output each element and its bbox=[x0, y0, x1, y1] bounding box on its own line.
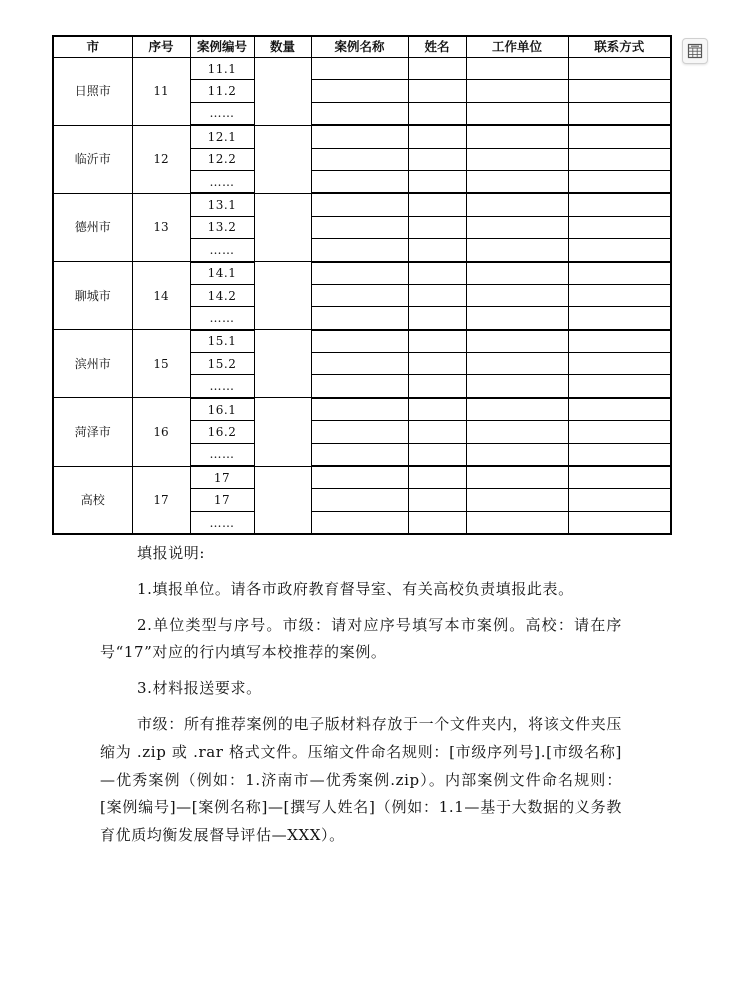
case-name-cell[interactable] bbox=[311, 80, 408, 102]
person-name-cell[interactable] bbox=[408, 216, 466, 238]
case-code-cell: 17 bbox=[190, 466, 254, 489]
work-unit-cell[interactable] bbox=[466, 284, 568, 306]
work-unit-cell[interactable] bbox=[466, 125, 568, 148]
case-code-cell: 16.1 bbox=[190, 398, 254, 421]
person-name-cell[interactable] bbox=[408, 170, 466, 193]
case-name-cell[interactable] bbox=[311, 284, 408, 306]
person-name-cell[interactable] bbox=[408, 466, 466, 489]
header-quantity: 数量 bbox=[254, 36, 311, 58]
case-code-cell: …… bbox=[190, 239, 254, 262]
quantity-cell[interactable] bbox=[254, 398, 311, 466]
case-code-cell: 13.1 bbox=[190, 193, 254, 216]
person-name-cell[interactable] bbox=[408, 284, 466, 306]
seq-cell: 11 bbox=[132, 58, 190, 126]
person-name-cell[interactable] bbox=[408, 421, 466, 443]
case-code-cell: 15.2 bbox=[190, 353, 254, 375]
header-contact: 联系方式 bbox=[568, 36, 671, 58]
case-code-cell: 14.1 bbox=[190, 262, 254, 285]
contact-cell[interactable] bbox=[568, 193, 671, 216]
quantity-cell[interactable] bbox=[254, 262, 311, 330]
contact-cell[interactable] bbox=[568, 102, 671, 125]
work-unit-cell[interactable] bbox=[466, 216, 568, 238]
quantity-cell[interactable] bbox=[254, 466, 311, 534]
table-row bbox=[53, 466, 671, 489]
work-unit-cell[interactable] bbox=[466, 353, 568, 375]
case-code-cell: 15.1 bbox=[190, 330, 254, 353]
person-name-cell[interactable] bbox=[408, 102, 466, 125]
calculator-icon-glyph bbox=[687, 43, 703, 59]
work-unit-cell[interactable] bbox=[466, 466, 568, 489]
work-unit-cell[interactable] bbox=[466, 262, 568, 285]
contact-cell[interactable] bbox=[568, 443, 671, 466]
notes-item-3: 3.材料报送要求。 bbox=[137, 679, 262, 698]
notes-item-1: 1.填报单位。请各市政府教育督导室、有关高校负责填报此表。 bbox=[137, 579, 574, 598]
work-unit-cell[interactable] bbox=[466, 170, 568, 193]
city-cell: 临沂市 bbox=[53, 125, 132, 193]
case-code-cell: 12.1 bbox=[190, 125, 254, 148]
seq-cell: 12 bbox=[132, 125, 190, 193]
case-code-cell: 14.2 bbox=[190, 284, 254, 306]
case-name-cell[interactable] bbox=[311, 398, 408, 421]
work-unit-cell[interactable] bbox=[466, 58, 568, 80]
table-row bbox=[53, 193, 671, 216]
person-name-cell[interactable] bbox=[408, 239, 466, 262]
case-name-cell[interactable] bbox=[311, 375, 408, 398]
case-name-cell[interactable] bbox=[311, 193, 408, 216]
person-name-cell[interactable] bbox=[408, 58, 466, 80]
contact-cell[interactable] bbox=[568, 466, 671, 489]
case-name-cell[interactable] bbox=[311, 125, 408, 148]
table-row bbox=[53, 58, 671, 80]
calculator-icon[interactable] bbox=[682, 38, 708, 64]
person-name-cell[interactable] bbox=[408, 443, 466, 466]
case-name-cell[interactable] bbox=[311, 148, 408, 170]
person-name-cell[interactable] bbox=[408, 398, 466, 421]
work-unit-cell[interactable] bbox=[466, 102, 568, 125]
contact-cell[interactable] bbox=[568, 58, 671, 80]
contact-cell[interactable] bbox=[568, 216, 671, 238]
notes-item-3-detail: 市级：所有推荐案例的电子版材料存放于一个文件夹内，将该文件夹压缩为 .zip 或 .rar 格式文件。压缩文件命名规则：[市级序列号].[市级名称]—优秀案例（例如：1.济南市—优秀案例.zip）。内部案例文件命名规则：[案例编号]—[案例名称]—[撰写人姓名]（例如：1.1—基于大数据的义务教育优质均衡发展督导评估—XXX）。 bbox=[100, 714, 622, 845]
contact-cell[interactable] bbox=[568, 375, 671, 398]
case-code-cell: 13.2 bbox=[190, 216, 254, 238]
case-name-cell[interactable] bbox=[311, 353, 408, 375]
quantity-cell[interactable] bbox=[254, 193, 311, 261]
work-unit-cell[interactable] bbox=[466, 511, 568, 534]
case-code-cell: …… bbox=[190, 170, 254, 193]
work-unit-cell[interactable] bbox=[466, 421, 568, 443]
contact-cell[interactable] bbox=[568, 170, 671, 193]
seq-cell: 13 bbox=[132, 193, 190, 261]
work-unit-cell[interactable] bbox=[466, 489, 568, 511]
notes-item-2: 2.单位类型与序号。市级：请对应序号填写本市案例。高校：请在序号“17”对应的行内填写本校推荐的案例。 bbox=[100, 615, 622, 662]
city-cell: 滨州市 bbox=[53, 330, 132, 398]
person-name-cell[interactable] bbox=[408, 125, 466, 148]
work-unit-cell[interactable] bbox=[466, 330, 568, 353]
work-unit-cell[interactable] bbox=[466, 375, 568, 398]
header-case-code: 案例编号 bbox=[190, 36, 254, 58]
table-header-row bbox=[53, 36, 671, 58]
case-code-cell: …… bbox=[190, 307, 254, 330]
person-name-cell[interactable] bbox=[408, 262, 466, 285]
case-name-cell[interactable] bbox=[311, 102, 408, 125]
person-name-cell[interactable] bbox=[408, 148, 466, 170]
quantity-cell[interactable] bbox=[254, 58, 311, 126]
person-name-cell[interactable] bbox=[408, 489, 466, 511]
contact-cell[interactable] bbox=[568, 353, 671, 375]
city-cell: 菏泽市 bbox=[53, 398, 132, 466]
case-name-cell[interactable] bbox=[311, 170, 408, 193]
person-name-cell[interactable] bbox=[408, 193, 466, 216]
quantity-cell[interactable] bbox=[254, 330, 311, 398]
seq-cell: 16 bbox=[132, 398, 190, 466]
work-unit-cell[interactable] bbox=[466, 193, 568, 216]
contact-cell[interactable] bbox=[568, 511, 671, 534]
person-name-cell[interactable] bbox=[408, 511, 466, 534]
case-code-cell: …… bbox=[190, 375, 254, 398]
contact-cell[interactable] bbox=[568, 398, 671, 421]
filling-instructions bbox=[100, 540, 622, 858]
work-unit-cell[interactable] bbox=[466, 307, 568, 330]
case-name-cell[interactable] bbox=[311, 443, 408, 466]
city-cell: 聊城市 bbox=[53, 262, 132, 330]
quantity-cell[interactable] bbox=[254, 125, 311, 193]
contact-cell[interactable] bbox=[568, 125, 671, 148]
case-name-cell[interactable] bbox=[311, 421, 408, 443]
work-unit-cell[interactable] bbox=[466, 239, 568, 262]
city-cell: 德州市 bbox=[53, 193, 132, 261]
contact-cell[interactable] bbox=[568, 148, 671, 170]
contact-cell[interactable] bbox=[568, 262, 671, 285]
seq-cell: 17 bbox=[132, 466, 190, 534]
case-name-cell[interactable] bbox=[311, 466, 408, 489]
case-code-cell: …… bbox=[190, 511, 254, 534]
case-name-cell[interactable] bbox=[311, 262, 408, 285]
contact-cell[interactable] bbox=[568, 80, 671, 102]
case-name-cell[interactable] bbox=[311, 307, 408, 330]
contact-cell[interactable] bbox=[568, 421, 671, 443]
case-name-cell[interactable] bbox=[311, 216, 408, 238]
header-person-name: 姓名 bbox=[408, 36, 466, 58]
seq-cell: 15 bbox=[132, 330, 190, 398]
city-cell: 日照市 bbox=[53, 58, 132, 126]
contact-cell[interactable] bbox=[568, 489, 671, 511]
work-unit-cell[interactable] bbox=[466, 148, 568, 170]
person-name-cell[interactable] bbox=[408, 353, 466, 375]
table-row bbox=[53, 398, 671, 421]
work-unit-cell[interactable] bbox=[466, 80, 568, 102]
seq-cell: 14 bbox=[132, 262, 190, 330]
contact-cell[interactable] bbox=[568, 307, 671, 330]
header-case-name: 案例名称 bbox=[311, 36, 408, 58]
case-report-table bbox=[52, 35, 672, 535]
city-cell: 高校 bbox=[53, 466, 132, 534]
table-row bbox=[53, 330, 671, 353]
person-name-cell[interactable] bbox=[408, 80, 466, 102]
case-code-cell: 11.2 bbox=[190, 80, 254, 102]
case-name-cell[interactable] bbox=[311, 489, 408, 511]
case-name-cell[interactable] bbox=[311, 58, 408, 80]
case-name-cell[interactable] bbox=[311, 330, 408, 353]
table-body bbox=[53, 58, 671, 535]
work-unit-cell[interactable] bbox=[466, 443, 568, 466]
notes-title: 填报说明: bbox=[137, 544, 206, 562]
contact-cell[interactable] bbox=[568, 330, 671, 353]
work-unit-cell[interactable] bbox=[466, 398, 568, 421]
case-code-cell: 12.2 bbox=[190, 148, 254, 170]
case-code-cell: …… bbox=[190, 443, 254, 466]
header-seq: 序号 bbox=[132, 36, 190, 58]
case-code-cell: …… bbox=[190, 102, 254, 125]
table-row bbox=[53, 125, 671, 148]
case-name-cell[interactable] bbox=[311, 511, 408, 534]
person-name-cell[interactable] bbox=[408, 375, 466, 398]
case-code-cell: 17 bbox=[190, 489, 254, 511]
case-code-cell: 16.2 bbox=[190, 421, 254, 443]
contact-cell[interactable] bbox=[568, 239, 671, 262]
person-name-cell[interactable] bbox=[408, 330, 466, 353]
header-work-unit: 工作单位 bbox=[466, 36, 568, 58]
table-row bbox=[53, 262, 671, 285]
case-name-cell[interactable] bbox=[311, 239, 408, 262]
person-name-cell[interactable] bbox=[408, 307, 466, 330]
case-code-cell: 11.1 bbox=[190, 58, 254, 80]
header-city: 市 bbox=[53, 36, 132, 58]
contact-cell[interactable] bbox=[568, 284, 671, 306]
